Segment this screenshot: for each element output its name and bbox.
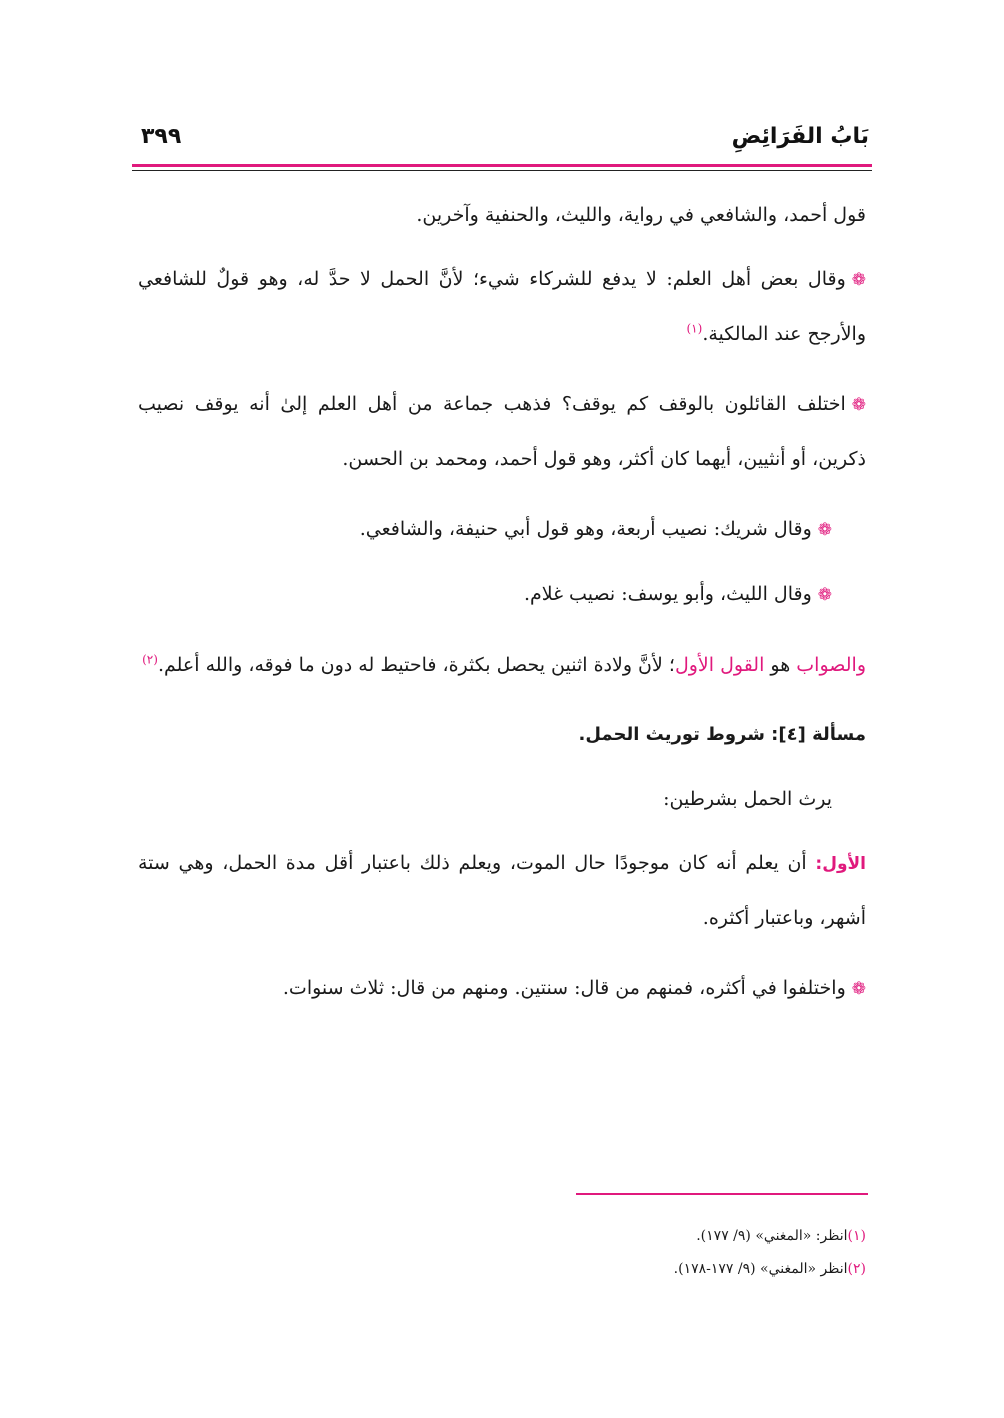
footnotes — [138, 1220, 866, 1286]
page-number: ٣٩٩ — [141, 124, 182, 149]
paragraph-1: قول أحمد، والشافعي في رواية، والليث، والحنفية وآخرين. — [416, 204, 866, 226]
paragraph-6: والصواب هو القول الأول؛ لأنَّ ولادة اثنين يحصل بكثرة، فاحتيط له دون ما فوقه، والله أعلم.$^{(٢)}$ — [142, 652, 866, 676]
footnote-separator — [576, 1193, 868, 1195]
paragraph-4: ❁وقال شريك: نصيب أربعة، وهو قول أبي حنيفة، والشافعي. — [359, 518, 832, 540]
flower-ornament-icon: ❁ — [817, 520, 832, 540]
footnote-text: انظر «المغني» (٩/ ١٧٧-١٧٨). — [673, 1261, 848, 1277]
footnote-1 — [138, 1220, 866, 1253]
footnote-text: انظر: «المغني» (٩/ ١٧٧). — [696, 1228, 848, 1244]
header-rule-thin — [132, 170, 872, 171]
footnote-number: (٢) — [847, 1261, 866, 1277]
footnote-2 — [138, 1253, 866, 1286]
flower-ornament-icon: ❁ — [851, 979, 866, 999]
page-header — [135, 118, 869, 158]
footnote-number: (١) — [847, 1228, 866, 1244]
chapter-title: بَابُ الفَرَائِضِ — [731, 124, 869, 149]
main-text — [138, 188, 866, 1032]
header-rule-thick — [132, 164, 872, 167]
paragraph-7: يرث الحمل بشرطين: — [663, 788, 832, 810]
footnote-ref-2[interactable]: (٢) — [142, 652, 158, 667]
highlight-correct: والصواب — [796, 654, 866, 676]
footnote-ref-1[interactable]: (١) — [686, 321, 703, 336]
issue-heading: مسألة [٤]: شروط توريث الحمل. — [578, 724, 866, 745]
highlight-first-opinion: القول الأول — [674, 654, 765, 676]
paragraph-9: ❁واختلفوا في أكثره، فمنهم من قال: سنتين. ومنهم من قال: ثلاث سنوات. — [282, 977, 866, 999]
flower-ornament-icon: ❁ — [817, 585, 832, 605]
flower-ornament-icon: ❁ — [851, 270, 866, 290]
first-condition-label: الأول: — [815, 854, 866, 874]
paragraph-2: ❁وقال بعض أهل العلم: لا يدفع للشركاء شيء؛ لأنَّ الحمل لا حدَّ له، وهو قولٌ للشافعي والأرجح عند المالكية.$^{(١)}$ — [138, 268, 866, 345]
paragraph-5: ❁وقال الليث، وأبو يوسف: نصيب غلام. — [523, 583, 832, 605]
paragraph-3: ❁اختلف القائلون بالوقف كم يوقف؟ فذهب جماعة من أهل العلم إلىٰ أنه يوقف نصيب ذكرين، أو أنثيين، أيهما كان أكثر، وهو قول أحمد، ومحمد بن الحسن. — [138, 393, 866, 470]
flower-ornament-icon: ❁ — [851, 395, 866, 415]
paragraph-8: الأول: أن يعلم أنه كان موجودًا حال الموت، ويعلم ذلك باعتبار أقل مدة الحمل، وهي ستة أشهر، وباعتبار أكثره. — [138, 852, 866, 929]
